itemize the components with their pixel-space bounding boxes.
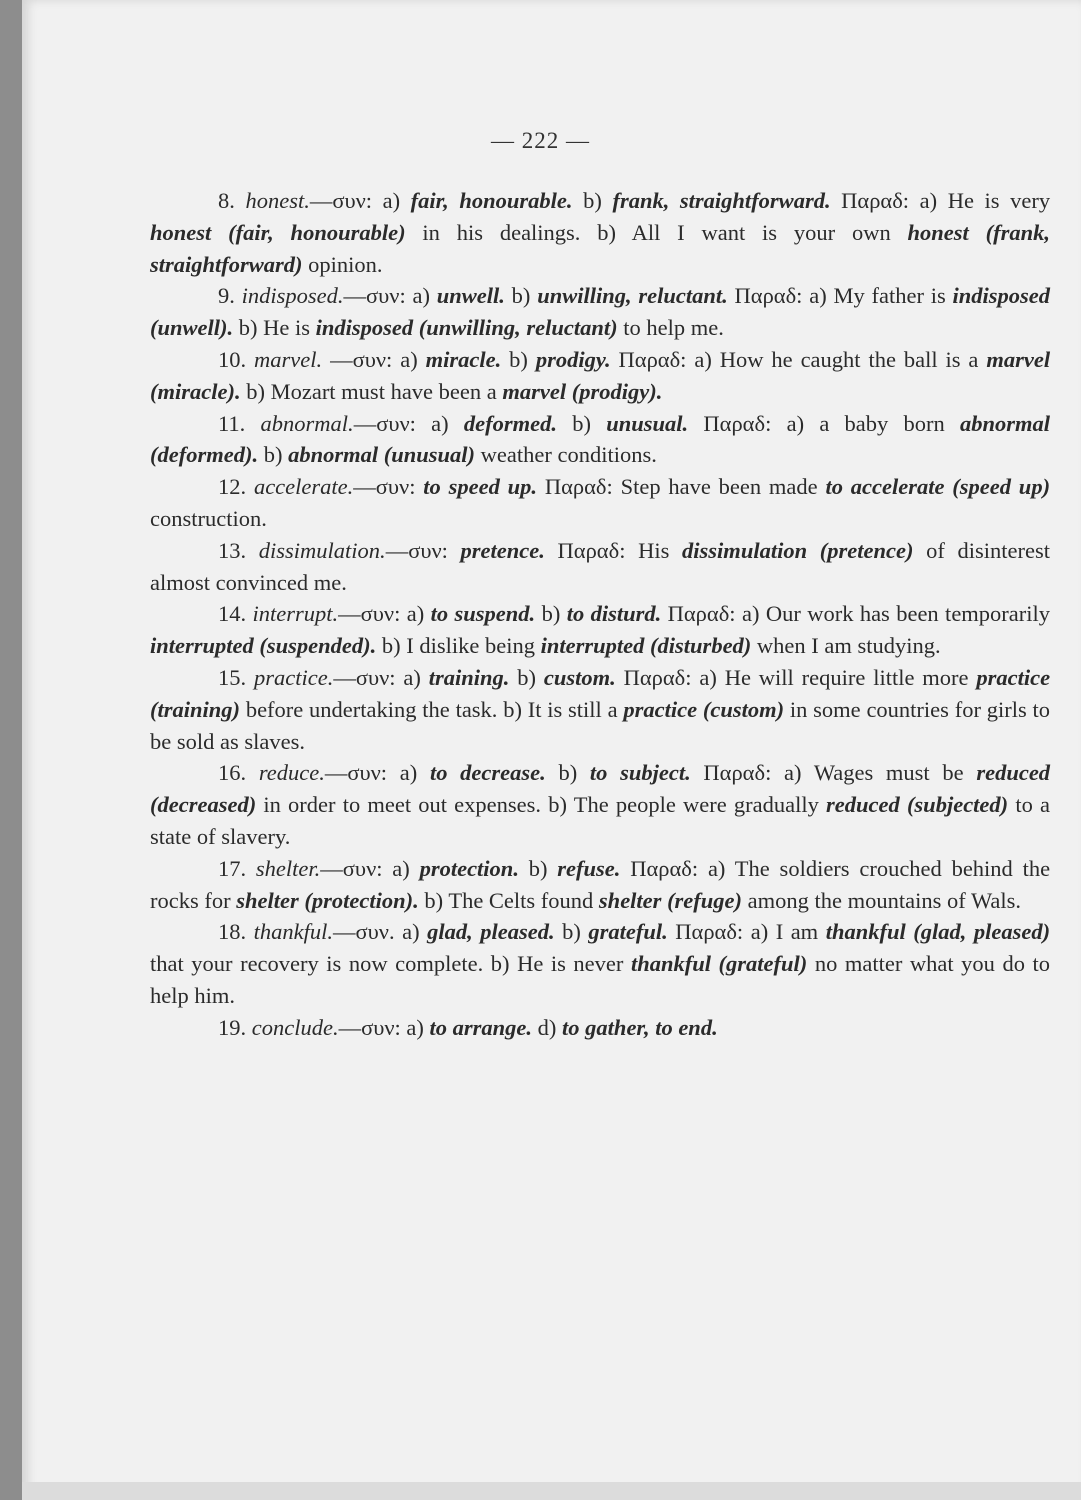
example-word: shelter [236,887,299,913]
example-text: to help me. [623,315,724,341]
headword: shelter. [255,855,321,881]
entry-number: 17. [218,855,247,881]
dictionary-entries [150,185,1050,1044]
entry-marvel [150,344,1050,408]
synonym-marker: b) [528,855,548,881]
entry-interrupt [150,598,1050,662]
entry-number: 10. [218,346,247,372]
example-word: practice [623,696,698,722]
examples-label: Παραδ: [623,664,692,690]
examples-label: Παραδ: [841,188,910,213]
example-text: a) Wages must be [784,760,964,786]
example-synonym: (unwell). [150,315,234,341]
entry-number: 13. [218,537,247,563]
example-word: interrupted [150,633,254,659]
example-word: reduced [976,760,1051,786]
synonym-words: to gather, to end. [562,1014,718,1040]
example-text: His [638,537,670,563]
examples-label: Παραδ: [703,760,772,786]
example-text: a) He is very [919,188,1051,213]
examples-label: Παραδ: [703,410,772,436]
example-text: a) a baby born [786,410,945,436]
example-word: dissimulation [682,537,808,563]
examples-label: Παραδ: [557,537,626,563]
example-word: abnormal [960,410,1051,436]
synonym-words: to decrease. [429,760,546,786]
example-text: a) How he caught the ball is a [694,346,979,372]
example-text: to a state of slavery. [150,792,1050,849]
synonym-words: protection. [419,855,519,881]
example-text: opinion. [308,251,383,277]
synonym-marker: a) [402,919,420,945]
entry-number: 18. [218,919,247,945]
example-text: in order to meet out expenses. [263,792,542,818]
headword: honest. [245,188,310,213]
synonym-marker: b) [572,410,591,436]
synonym-words: grateful. [588,919,668,945]
example-text: a) Our work has been temporarily [741,601,1051,627]
entry-number: 8. [218,188,235,213]
synonyms-label: —συν: [333,664,396,690]
synonym-marker: b) [509,346,528,372]
example-synonym: (refuge) [667,887,743,913]
synonym-marker: b) [541,601,561,627]
example-synonym: (pretence) [819,537,914,563]
synonym-words: custom. [543,664,616,690]
example-word: interrupted [540,633,645,659]
synonym-marker: a) [406,1014,424,1040]
example-word: indisposed [952,283,1050,309]
example-text: a) My father is [809,283,946,309]
example-word: honest [150,219,212,245]
entry-number: 11. [218,410,246,436]
synonym-words: unwell. [436,283,505,309]
headword: abnormal. [260,410,354,436]
example-text: before undertaking the task. [245,696,498,722]
synonym-words: unusual. [606,410,689,436]
entry-number: 19. [218,1014,247,1040]
headword: marvel. [254,346,323,372]
synonym-marker: a) [399,760,418,786]
entry-number: 15. [218,664,247,690]
synonym-words: pretence. [460,537,545,563]
example-text: construction. [150,505,267,531]
synonyms-label: —συν: [338,1014,401,1040]
example-synonym: (fair, honourable) [228,219,406,245]
synonym-words: deformed. [463,410,557,436]
headword: dissimulation. [258,537,386,563]
entry-number: 12. [218,474,247,500]
examples-label: Παραδ: [675,919,744,945]
example-synonym: (unwilling, reluctant) [418,315,618,341]
synonym-marker: a) [406,601,425,627]
synonym-words: to speed up. [423,474,538,500]
synonym-marker: a) [392,855,410,881]
example-synonym: (miracle). [150,378,241,404]
example-text: b) Mozart must have been a [246,378,497,404]
page-number: — 222 — [491,128,590,153]
example-word: abnormal [288,442,379,468]
example-text: when I am studying. [756,633,941,659]
example-word: thankful [630,951,711,977]
headword: practice. [253,664,334,690]
example-text: in his dealings. [422,219,581,245]
entry-shelter [150,853,1050,917]
synonyms-label: —συν: [353,410,416,436]
entry-thankful [150,916,1050,1011]
synonyms-label: —συν: [338,601,401,627]
synonym-words: frank, straightforward. [612,188,831,213]
example-text: a) He will require little more [699,664,969,690]
example-text: a) I am [750,919,819,945]
examples-label: Παραδ: [734,283,803,309]
example-text: of disinterest almost convinced me. [150,537,1050,595]
headword: conclude. [251,1014,339,1040]
entry-abnormal [150,408,1050,472]
example-synonym: (speed up) [952,474,1051,500]
headword: thankful. [253,919,334,945]
example-synonym: (suspended). [259,633,377,659]
example-synonym: (frank, straightforward) [150,219,1051,277]
synonym-marker: a) [412,283,430,309]
headword: reduce. [258,760,325,786]
synonym-marker: b) [583,188,602,213]
example-word: shelter [598,887,662,913]
synonym-marker: a) [382,188,401,213]
entry-practice [150,662,1050,757]
headword: accelerate. [253,474,354,500]
synonym-words: to disturd. [566,601,662,627]
example-synonym: (training) [150,696,241,722]
example-text: b) The people were gradually [548,792,819,818]
example-text: in some countries for girls to be sold as slaves. [150,696,1050,754]
example-synonym: (unusual) [383,442,476,468]
entry-accelerate [150,471,1050,535]
headword: indisposed. [241,283,344,309]
example-synonym: (glad, pleased) [913,919,1051,945]
example-synonym: (custom) [702,696,785,722]
example-synonym: (decreased) [150,792,257,818]
example-text: weather conditions. [480,442,657,468]
example-word: indisposed [315,315,414,341]
synonym-words: refuse. [557,855,621,881]
example-text: b) [263,442,283,468]
synonyms-label: —συν. [333,919,395,945]
entry-reduce [150,757,1050,852]
headword: interrupt. [252,601,339,627]
synonym-words: training. [428,664,510,690]
synonym-words: fair, honourable. [410,188,573,213]
synonym-words: to suspend. [430,601,536,627]
example-text: b) He is never [490,951,624,977]
synonym-words: unwilling, reluctant. [537,283,728,309]
synonym-words: glad, pleased. [427,919,555,945]
example-synonym: (prodigy). [571,378,663,404]
example-text: b) He is [238,315,311,341]
synonym-marker: b) [511,283,531,309]
example-word: marvel [986,346,1051,372]
example-text: b) The Celts found [424,887,594,913]
synonym-words: miracle. [425,346,502,372]
examples-label: Παραδ: [544,474,613,500]
example-text: a) The soldiers crouched behind the rocks for [150,855,1051,913]
example-synonym: (grateful) [718,951,808,977]
example-text: among the mountains of Wals. [747,887,1022,913]
example-text: no matter what you do to help him. [150,951,1051,1008]
synonym-marker: b) [517,664,537,690]
example-text: b) All I want is your own [597,219,891,245]
example-synonym: (protection). [304,887,419,913]
synonym-words: to arrange. [429,1014,533,1040]
synonym-marker: a) [431,410,449,436]
example-text: b) It is still a [503,696,618,722]
entry-indisposed [150,280,1050,344]
synonym-words: to subject. [589,760,691,786]
example-word: honest [907,219,969,245]
example-word: practice [976,664,1051,690]
example-synonym: (disturbed) [650,633,752,659]
example-word: thankful [825,919,906,945]
synonym-marker: a) [400,346,418,372]
example-text: b) I dislike being [381,633,536,659]
entry-number: 16. [218,760,247,786]
example-text: Step have been made [620,474,818,500]
synonym-marker: d) [537,1014,557,1040]
example-word: marvel [502,378,567,404]
page-bottom-edge [22,1482,1081,1500]
examples-label: Παραδ: [667,601,736,627]
entry-honest [150,185,1050,280]
synonyms-label: —συν: [320,855,383,881]
entry-number: 9. [218,283,235,309]
synonyms-label: —συν: [343,283,406,309]
synonym-marker: b) [558,760,578,786]
entry-conclude [150,1012,1050,1044]
synonyms-label: —συν: [330,346,393,372]
synonyms-label: —συν: [385,537,448,563]
synonyms-label: —συν: [309,188,373,213]
entry-dissimulation [150,535,1050,599]
entry-number: 14. [218,601,247,627]
synonyms-label: —συν: [353,474,416,500]
synonym-marker: a) [403,664,421,690]
synonym-words: prodigy. [535,346,611,372]
synonym-marker: b) [562,919,581,945]
synonyms-label: —συν: [324,760,388,786]
example-word: to accelerate [825,474,945,500]
example-synonym: (deformed). [150,442,259,468]
examples-label: Παραδ: [630,855,699,881]
example-text: that your recovery is now complete. [150,951,484,977]
example-synonym: (subjected) [906,792,1009,818]
example-word: reduced [826,792,900,818]
examples-label: Παραδ: [618,346,687,372]
